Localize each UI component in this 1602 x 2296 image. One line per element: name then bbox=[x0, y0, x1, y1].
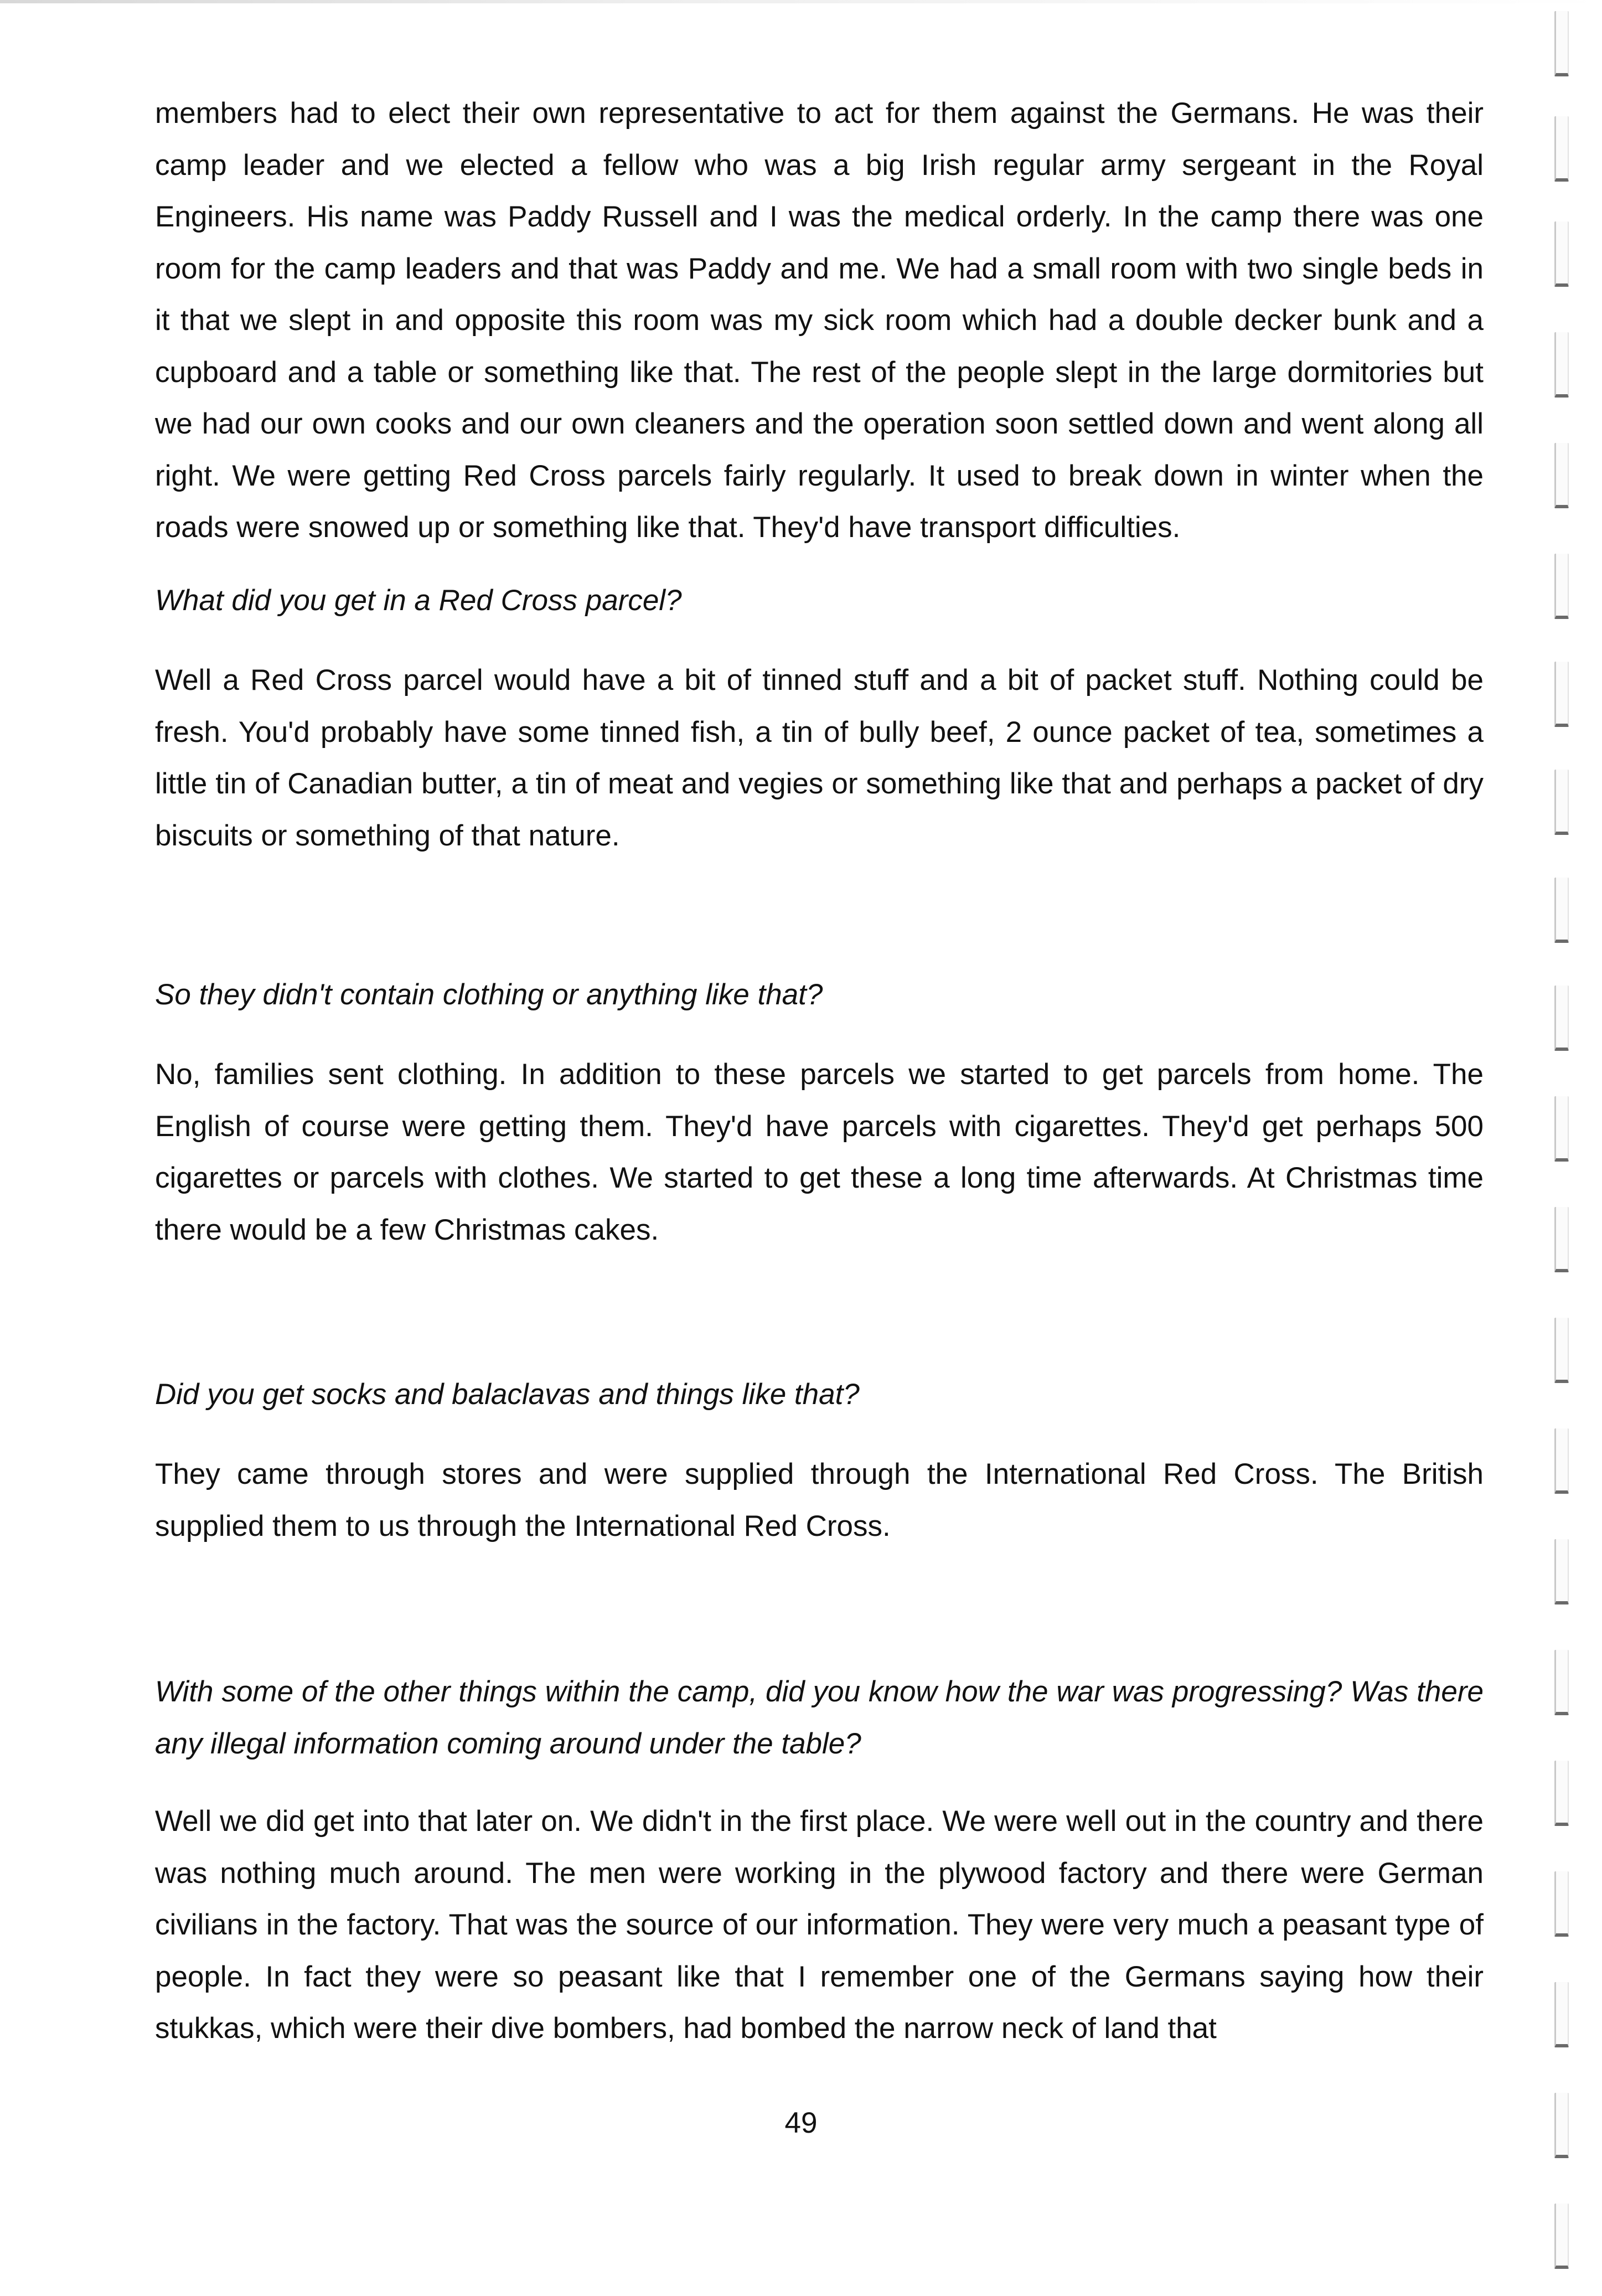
paragraph-question-red-cross-parcel: What did you get in a Red Cross parcel? bbox=[155, 584, 682, 617]
binder-tab bbox=[1554, 332, 1569, 398]
binder-tab bbox=[1554, 662, 1569, 727]
paragraph-answer-stores: They came through stores and were supplied through the International Red Cross. The British supplied them to us through the International Red Cross. bbox=[155, 1458, 1484, 1542]
binder-tab bbox=[1554, 1871, 1569, 1937]
binder-tab bbox=[1554, 554, 1569, 619]
binder-tab bbox=[1554, 11, 1569, 76]
paragraph-answer-information-source: Well we did get into that later on. We didn't in the first place. We were well out in the country and there was nothing much around. The men were working in the plywood factory and there were German civilians in the factory. That was the source of our information. They were very much a peasant type of people. In fact they were so peasant like that I remember one of the Germans saying how their stukkas, which were their dive bombers, had bombed the narrow neck of land that bbox=[155, 1805, 1484, 2045]
page-number: 49 bbox=[784, 2107, 818, 2139]
paragraph-answer-parcel-contents: Well a Red Cross parcel would have a bit of tinned stuff and a bit of packet stuff. Nothing could be fresh. You'd probably have some tinned fish, a tin of bully beef, 2 ounce packet of tea, sometimes a little tin of Canadian butter, a tin of meat and vegies or something like that and perhaps a packet of dry biscuits or something of that nature. bbox=[155, 664, 1484, 852]
binder-tab bbox=[1554, 2093, 1569, 2158]
paragraph-question-socks: Did you get socks and balaclavas and things like that? bbox=[155, 1378, 860, 1411]
binder-tab bbox=[1554, 1318, 1569, 1383]
binder-tab bbox=[1554, 1539, 1569, 1604]
binder-tab bbox=[1554, 878, 1569, 943]
paragraph-question-clothing: So they didn't contain clothing or anything like that? bbox=[155, 978, 823, 1011]
scan-top-edge bbox=[0, 0, 1602, 3]
binder-tab bbox=[1554, 1982, 1569, 2047]
paragraph-answer-camp-leader: members had to elect their own representative to act for them against the Germans. He was their camp leader and we elected a fellow who was a big Irish regular army sergeant in the Royal Engineers. His name was Paddy Russell and I was the medical orderly. In the camp there was one room for the camp leaders and that was Paddy and me. We had a small room with two single beds in it that we slept in and opposite this room was my sick room which had a double decker bunk and a cupboard and a table or something like that. The rest of the people slept in the large dormitories but we had our own cooks and our own cleaners and the operation soon settled down and went along all right. We were getting Red Cross parcels fairly regularly. It used to break down in winter when the roads were snowed up or something like that. They'd have transport difficulties. bbox=[155, 97, 1484, 544]
binder-tab bbox=[1554, 1428, 1569, 1494]
binder-tab bbox=[1554, 1761, 1569, 1826]
binder-tab bbox=[1554, 986, 1569, 1051]
paragraph-question-war-news: With some of the other things within the camp, did you know how the war was progressing? Was there any illegal information coming around under the table? bbox=[155, 1675, 1484, 1760]
binder-tab bbox=[1554, 1207, 1569, 1272]
binder-tab bbox=[1554, 1650, 1569, 1715]
binder-tab bbox=[1554, 221, 1569, 287]
binder-tab bbox=[1554, 2204, 1569, 2269]
binder-tab bbox=[1554, 770, 1569, 835]
paragraph-answer-families-clothing: No, families sent clothing. In addition to these parcels we started to get parcels from home. The English of course were getting them. They'd have parcels with cigarettes. They'd get perhaps 500 cigarettes or parcels with clothes. We started to get these a long time afterwards. At Christmas time there would be a few Christmas cakes. bbox=[155, 1058, 1484, 1246]
binder-tab-strip bbox=[1554, 0, 1577, 2296]
binder-tab bbox=[1554, 116, 1569, 182]
binder-tab bbox=[1554, 1096, 1569, 1162]
binder-tab bbox=[1554, 443, 1569, 508]
